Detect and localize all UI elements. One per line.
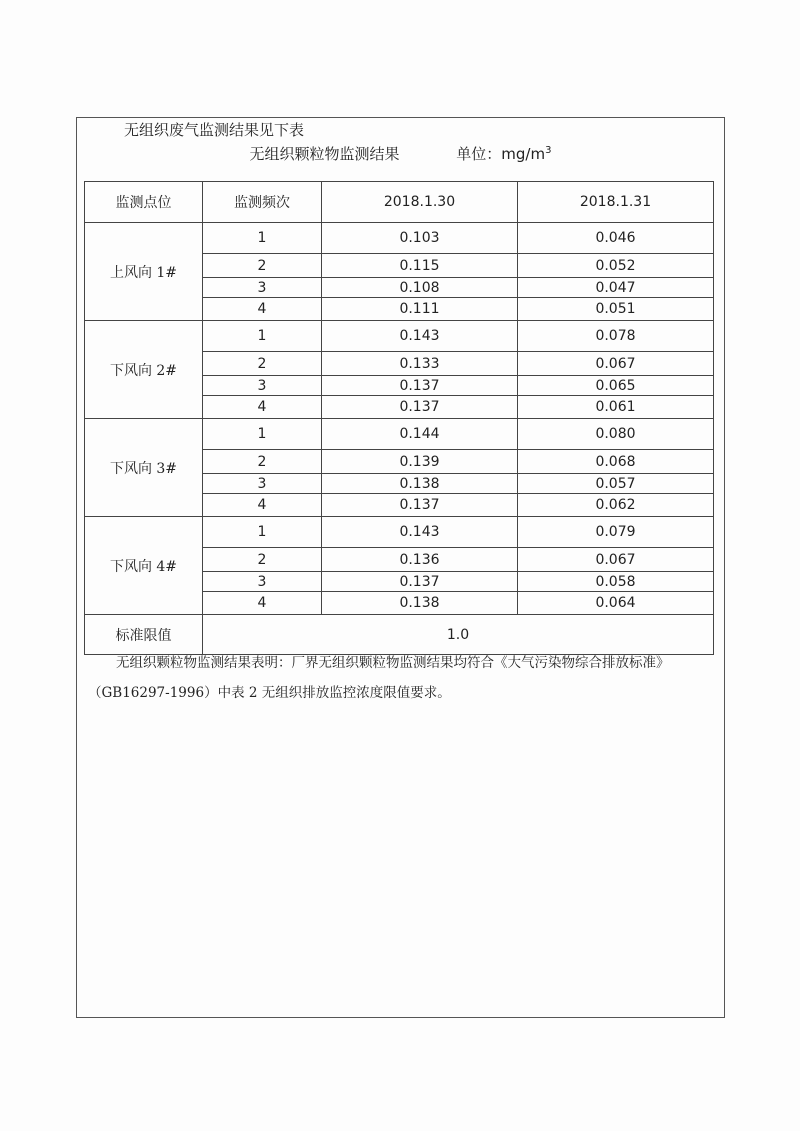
table-row <box>85 517 714 548</box>
unit-label <box>456 145 551 163</box>
limit-label: 标准限值 <box>85 615 203 655</box>
value-cell-date-2: 0.061 <box>518 396 714 419</box>
frequency-cell: 1 <box>203 517 322 548</box>
value-cell-date-2: 0.047 <box>518 278 714 298</box>
table-row <box>85 419 714 450</box>
value-cell-date-1: 0.138 <box>322 474 518 494</box>
value-cell-date-2: 0.067 <box>518 548 714 572</box>
value-cell-date-1: 0.133 <box>322 352 518 376</box>
frequency-cell: 3 <box>203 376 322 396</box>
frequency-cell: 1 <box>203 223 322 254</box>
value-cell-date-2: 0.046 <box>518 223 714 254</box>
frequency-cell: 2 <box>203 548 322 572</box>
table-row <box>85 321 714 352</box>
frequency-cell: 1 <box>203 321 322 352</box>
frequency-cell: 3 <box>203 572 322 592</box>
value-cell-date-1: 0.137 <box>322 494 518 517</box>
value-cell-date-1: 0.137 <box>322 396 518 419</box>
header-date-2: 2018.1.31 <box>518 182 714 223</box>
frequency-cell: 2 <box>203 450 322 474</box>
value-cell-date-2: 0.080 <box>518 419 714 450</box>
value-cell-date-1: 0.139 <box>322 450 518 474</box>
table-caption <box>76 143 725 164</box>
value-cell-date-2: 0.057 <box>518 474 714 494</box>
value-cell-date-2: 0.067 <box>518 352 714 376</box>
value-cell-date-1: 0.111 <box>322 298 518 321</box>
value-cell-date-1: 0.143 <box>322 321 518 352</box>
table-title: 无组织颗粒物监测结果 <box>249 145 400 163</box>
value-cell-date-2: 0.078 <box>518 321 714 352</box>
table-body <box>85 223 714 615</box>
unit-prefix: 单位：mg/m <box>456 145 546 163</box>
value-cell-date-2: 0.064 <box>518 592 714 615</box>
frequency-cell: 1 <box>203 419 322 450</box>
value-cell-date-2: 0.051 <box>518 298 714 321</box>
value-cell-date-1: 0.138 <box>322 592 518 615</box>
frequency-cell: 2 <box>203 352 322 376</box>
value-cell-date-1: 0.137 <box>322 376 518 396</box>
limit-value: 1.0 <box>203 615 714 655</box>
value-cell-date-1: 0.103 <box>322 223 518 254</box>
frequency-cell: 4 <box>203 592 322 615</box>
monitoring-table <box>84 181 714 655</box>
value-cell-date-2: 0.079 <box>518 517 714 548</box>
conclusion-text: 无组织颗粒物监测结果表明：厂界无组织颗粒物监测结果均符合《大气污染物综合排放标准》（GB16297-1996）中表 2 无组织排放监控浓度限值要求。 <box>88 655 670 701</box>
frequency-cell: 2 <box>203 254 322 278</box>
site-cell: 下风向 2# <box>85 321 203 419</box>
frequency-cell: 3 <box>203 474 322 494</box>
site-cell: 下风向 4# <box>85 517 203 615</box>
value-cell-date-2: 0.062 <box>518 494 714 517</box>
value-cell-date-2: 0.068 <box>518 450 714 474</box>
unit-exponent: 3 <box>545 145 552 156</box>
value-cell-date-1: 0.108 <box>322 278 518 298</box>
value-cell-date-2: 0.058 <box>518 572 714 592</box>
value-cell-date-1: 0.137 <box>322 572 518 592</box>
site-cell: 下风向 3# <box>85 419 203 517</box>
value-cell-date-1: 0.115 <box>322 254 518 278</box>
header-date-1: 2018.1.30 <box>322 182 518 223</box>
value-cell-date-1: 0.143 <box>322 517 518 548</box>
value-cell-date-1: 0.144 <box>322 419 518 450</box>
site-cell: 上风向 1# <box>85 223 203 321</box>
table-row <box>85 223 714 254</box>
value-cell-date-2: 0.052 <box>518 254 714 278</box>
header-site: 监测点位 <box>85 182 203 223</box>
header-frequency: 监测频次 <box>203 182 322 223</box>
frequency-cell: 4 <box>203 298 322 321</box>
value-cell-date-2: 0.065 <box>518 376 714 396</box>
intro-text: 无组织废气监测结果见下表 <box>124 121 305 139</box>
frequency-cell: 3 <box>203 278 322 298</box>
frequency-cell: 4 <box>203 396 322 419</box>
header-row <box>85 182 714 223</box>
value-cell-date-1: 0.136 <box>322 548 518 572</box>
frequency-cell: 4 <box>203 494 322 517</box>
